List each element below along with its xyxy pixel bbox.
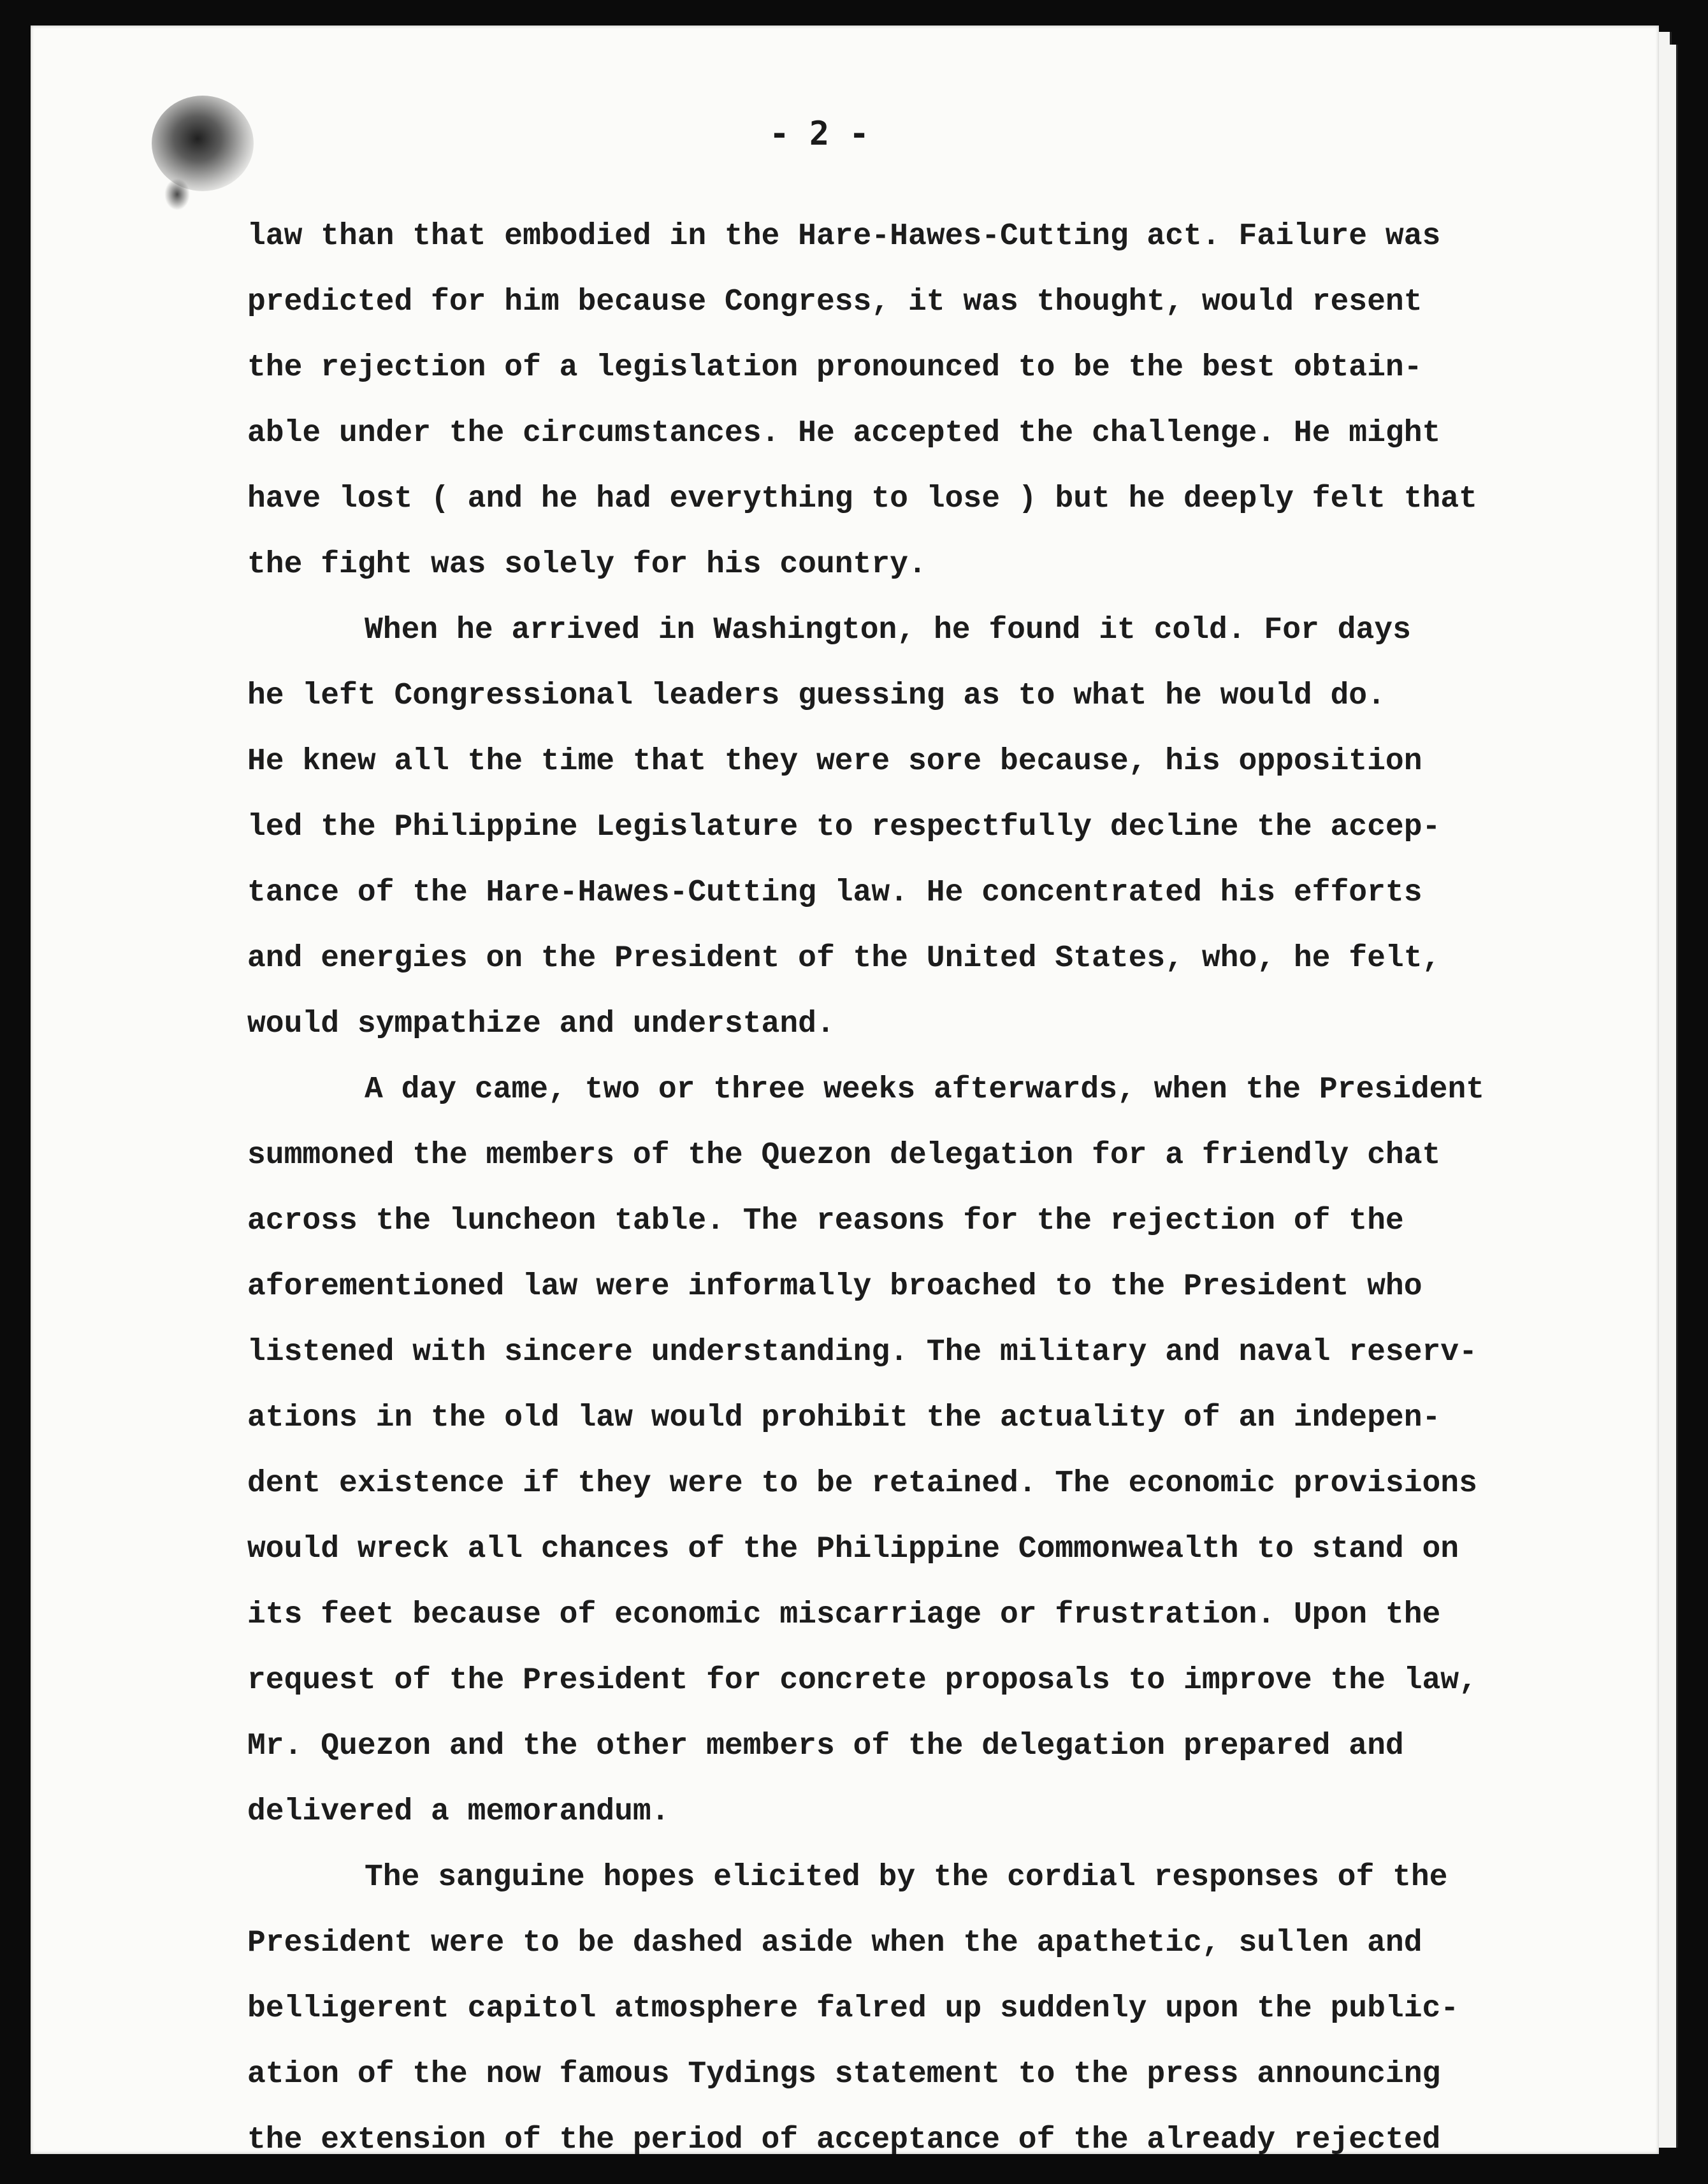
text-line: He knew all the time that they were sore because, his opposition bbox=[247, 744, 1422, 779]
body-text bbox=[247, 204, 1598, 2173]
text-line: Mr. Quezon and the other members of the delegation prepared and bbox=[247, 1729, 1404, 1763]
text-line: have lost ( and he had everything to lose ) but he deeply felt that bbox=[247, 482, 1477, 516]
ink-smudge bbox=[164, 178, 190, 210]
text-line: President were to be dashed aside when the apathetic, sullen and bbox=[247, 1926, 1422, 1960]
document-page bbox=[31, 25, 1659, 2157]
text-line: ation of the now famous Tydings statement to the press announcing bbox=[247, 2057, 1441, 2092]
text-line: aforementioned law were informally broached to the President who bbox=[247, 1269, 1422, 1304]
text-line: the fight was solely for his country. bbox=[247, 547, 927, 582]
paragraph bbox=[247, 598, 1598, 1057]
paragraph bbox=[247, 1845, 1598, 2173]
text-line: would wreck all chances of the Philippine Commonwealth to stand on bbox=[247, 1532, 1459, 1566]
page-number: - 2 - bbox=[769, 115, 869, 153]
text-line: and energies on the President of the United States, who, he felt, bbox=[247, 941, 1441, 976]
text-line: When he arrived in Washington, he found it cold. For days bbox=[365, 613, 1411, 647]
text-line: A day came, two or three weeks afterwards, when the President bbox=[365, 1073, 1485, 1107]
text-line: belligerent capitol atmosphere falred up suddenly upon the public- bbox=[247, 1992, 1459, 2026]
text-line: law than that embodied in the Hare-Hawes-Cutting act. Failure was bbox=[247, 219, 1441, 254]
text-line: dent existence if they were to be retained. The economic provisions bbox=[247, 1466, 1477, 1501]
text-line: able under the circumstances. He accepted the challenge. He might bbox=[247, 416, 1441, 451]
paragraph bbox=[247, 204, 1598, 598]
text-line: across the luncheon table. The reasons for the rejection of the bbox=[247, 1204, 1404, 1238]
text-line: listened with sincere understanding. The military and naval reserv- bbox=[247, 1335, 1477, 1370]
text-line: The sanguine hopes elicited by the cordial responses of the bbox=[365, 1860, 1448, 1895]
paper-edge bbox=[1657, 45, 1678, 2148]
text-line: predicted for him because Congress, it was thought, would resent bbox=[247, 285, 1422, 319]
text-line: would sympathize and understand. bbox=[247, 1007, 835, 1041]
text-line: tance of the Hare-Hawes-Cutting law. He concentrated his efforts bbox=[247, 876, 1422, 910]
paragraph bbox=[247, 1057, 1598, 1845]
text-line: request of the President for concrete proposals to improve the law, bbox=[247, 1663, 1477, 1698]
text-line: led the Philippine Legislature to respectfully decline the accep- bbox=[247, 810, 1441, 844]
text-line: the extension of the period of acceptance of the already rejected bbox=[247, 2123, 1441, 2157]
text-line: ations in the old law would prohibit the actuality of an indepen- bbox=[247, 1401, 1441, 1435]
text-line: delivered a memorandum. bbox=[247, 1795, 670, 1829]
text-line: the rejection of a legislation pronounced to be the best obtain- bbox=[247, 351, 1422, 385]
text-line: its feet because of economic miscarriage or frustration. Upon the bbox=[247, 1598, 1441, 1632]
text-line: summoned the members of the Quezon delegation for a friendly chat bbox=[247, 1138, 1441, 1173]
text-line: he left Congressional leaders guessing as to what he would do. bbox=[247, 679, 1386, 713]
